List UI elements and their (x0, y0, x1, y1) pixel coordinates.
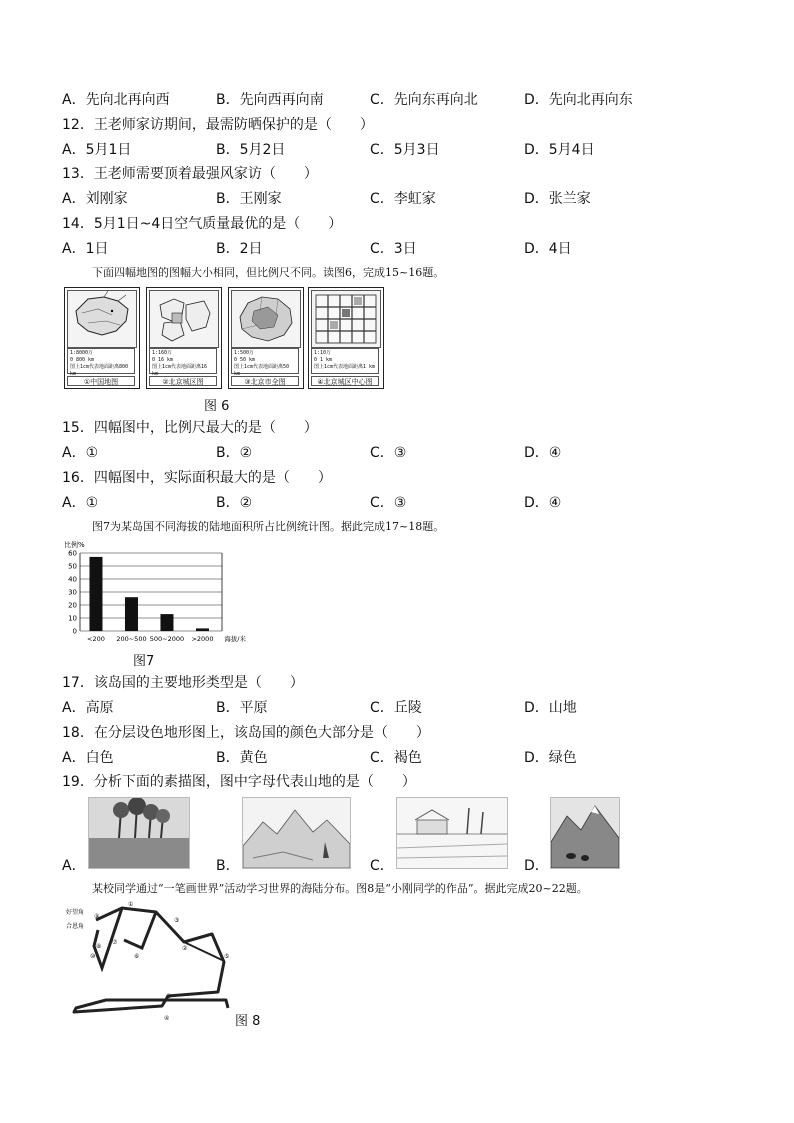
map-beijing-urban-scale: 1:160万 0 16 km 图上1cm代表地面距离16 km (149, 348, 217, 374)
map-beijing-center-scale: 1:10万 0 1 km 图上1cm代表地面距离1 km (311, 348, 379, 374)
q14-stem: 14．5月1日~4日空气质量最优的是（ ） (62, 216, 343, 232)
svg-text:①: ① (128, 901, 134, 908)
svg-text:⑦: ⑦ (112, 939, 118, 946)
chart-bar (196, 628, 209, 631)
map-beijing-urban (146, 287, 222, 389)
map-beijing-full-scale: 1:500万 0 50 km 图上1cm代表地面距离50 km (231, 348, 299, 374)
fig8-one-stroke-world (66, 898, 246, 1022)
chart-ytick-label: 50 (68, 562, 77, 571)
q17-option-b: B．平原 (216, 700, 268, 716)
q12-stem: 12．王老师家访期间，最需防晒保护的是（ ） (62, 117, 374, 133)
map-china-scale: 1:8000万 0 800 km 图上1cm代表地面距离800 km (67, 348, 135, 374)
q13-stem: 13．王老师需要顶着最强风家访（ ） (62, 166, 318, 182)
q14-option-b: B．2日 (216, 241, 263, 257)
q17-option-c: C．丘陵 (370, 700, 422, 716)
chart-xtick-label: <200 (87, 635, 105, 643)
q16-stem: 16．四幅图中，实际面积最大的是（ ） (62, 470, 332, 486)
map-china (64, 287, 140, 389)
svg-text:⑥: ⑥ (134, 953, 140, 960)
q18-option-a: A．白色 (62, 750, 114, 766)
q15-option-a: A．① (62, 445, 99, 461)
chart-xlabel: 海拔/米 (224, 635, 246, 643)
q11-option-b: B．先向西再向南 (216, 92, 324, 108)
fig8-label: 图 8 (235, 1014, 261, 1029)
chart-xtick-label: 500~2000 (149, 635, 185, 643)
q18-option-b: B．黄色 (216, 750, 268, 766)
q19-option-c: C． (370, 858, 394, 874)
chart-xtick-label: >2000 (191, 635, 214, 643)
q18-option-c: C．褐色 (370, 750, 422, 766)
chart-ylabel: 比例% (64, 541, 85, 549)
fig7-label: 图7 (133, 654, 155, 669)
q11-option-a: A．先向北再向西 (62, 92, 170, 108)
q16-option-c: C．③ (370, 495, 407, 511)
map-beijing-center-image (311, 290, 381, 348)
q19-stem: 19．分析下面的素描图，图中字母代表山地的是（ ） (62, 774, 416, 790)
chart-ytick-label: 10 (68, 614, 77, 623)
chart-bar (89, 557, 102, 631)
q17-stem: 17．该岛国的主要地形类型是（ ） (62, 675, 304, 691)
svg-text:③: ③ (166, 993, 172, 1000)
map-china-image (67, 290, 137, 348)
sketch-d-highland (550, 797, 620, 869)
q19-option-d: D． (524, 858, 549, 874)
sketch-a-trees (88, 797, 190, 869)
q11-option-c: C．先向东再向北 (370, 92, 478, 108)
intro-17-18: 图7为某岛国不同海拔的陆地面积所占比例统计图。据此完成17~18题。 (92, 520, 445, 533)
map-beijing-center (308, 287, 384, 389)
svg-text:⑤: ⑤ (224, 953, 230, 960)
chart-ytick-label: 60 (68, 549, 77, 558)
chart-ytick-label: 0 (72, 627, 77, 636)
chart-ytick-label: 40 (68, 575, 77, 584)
q13-option-d: D．张兰家 (524, 191, 591, 207)
chart-ytick-label: 20 (68, 601, 77, 610)
q19-option-a: A． (62, 858, 86, 874)
q14-option-c: C．3日 (370, 241, 417, 257)
q14-option-a: A．1日 (62, 241, 109, 257)
q14-option-d: D．4日 (524, 241, 572, 257)
svg-text:②: ② (182, 945, 188, 952)
fig7-bar-chart (62, 537, 248, 647)
q15-option-b: B．② (216, 445, 253, 461)
q17-option-d: D．山地 (524, 700, 577, 716)
q13-option-b: B．王刚家 (216, 191, 282, 207)
svg-text:⑩: ⑩ (90, 953, 96, 960)
q16-option-d: D．④ (524, 495, 562, 511)
svg-text:⑧: ⑧ (96, 943, 102, 950)
q16-option-a: A．① (62, 495, 99, 511)
q12-option-d: D．5月4日 (524, 142, 595, 158)
q15-option-d: D．④ (524, 445, 562, 461)
q17-option-a: A．高原 (62, 700, 114, 716)
sketch-c-plain (396, 797, 508, 869)
q15-option-c: C．③ (370, 445, 407, 461)
map-beijing-urban-image (149, 290, 219, 348)
svg-text:④: ④ (164, 1015, 170, 1022)
chart-bar (125, 597, 138, 631)
sketch-b-mountains (242, 797, 351, 869)
fig6-label: 图 6 (204, 399, 230, 414)
map-beijing-full-caption: ③北京市全图 (231, 376, 299, 386)
map-beijing-full (228, 287, 304, 389)
q18-stem: 18．在分层设色地形图上，该岛国的颜色大部分是（ ） (62, 725, 430, 741)
q13-option-a: A．刘刚家 (62, 191, 128, 207)
q13-option-c: C．李虹家 (370, 191, 436, 207)
svg-text:③: ③ (174, 917, 180, 924)
q16-option-b: B．② (216, 495, 253, 511)
chart-xtick-label: 200~500 (116, 635, 147, 643)
q15-stem: 15．四幅图中，比例尺最大的是（ ） (62, 420, 318, 436)
fig8-cape-1: 好望角 (66, 909, 85, 916)
map-beijing-full-image (231, 290, 301, 348)
q18-option-d: D．绿色 (524, 750, 577, 766)
q11-option-d: D．先向北再向东 (524, 92, 633, 108)
fig8-cape-2: 合恩角 (66, 923, 85, 930)
svg-text:⑨: ⑨ (94, 913, 100, 920)
q12-option-a: A．5月1日 (62, 142, 132, 158)
map-china-caption: ①中国地图 (67, 376, 135, 386)
map-beijing-center-caption: ④北京城区中心图 (311, 376, 379, 386)
q12-option-b: B．5月2日 (216, 142, 286, 158)
intro-20-22: 某校同学通过“一笔画世界”活动学习世界的海陆分布。图8是“小刚同学的作品”。据此完成20~22题。 (92, 882, 588, 895)
map-beijing-urban-caption: ②北京城区图 (149, 376, 217, 386)
chart-ytick-label: 30 (68, 588, 77, 597)
chart-bar (160, 614, 173, 631)
intro-15-16: 下面四幅地图的图幅大小相同，但比例尺不同。读图6，完成15~16题。 (92, 266, 445, 279)
q19-option-b: B． (216, 858, 240, 874)
q12-option-c: C．5月3日 (370, 142, 440, 158)
